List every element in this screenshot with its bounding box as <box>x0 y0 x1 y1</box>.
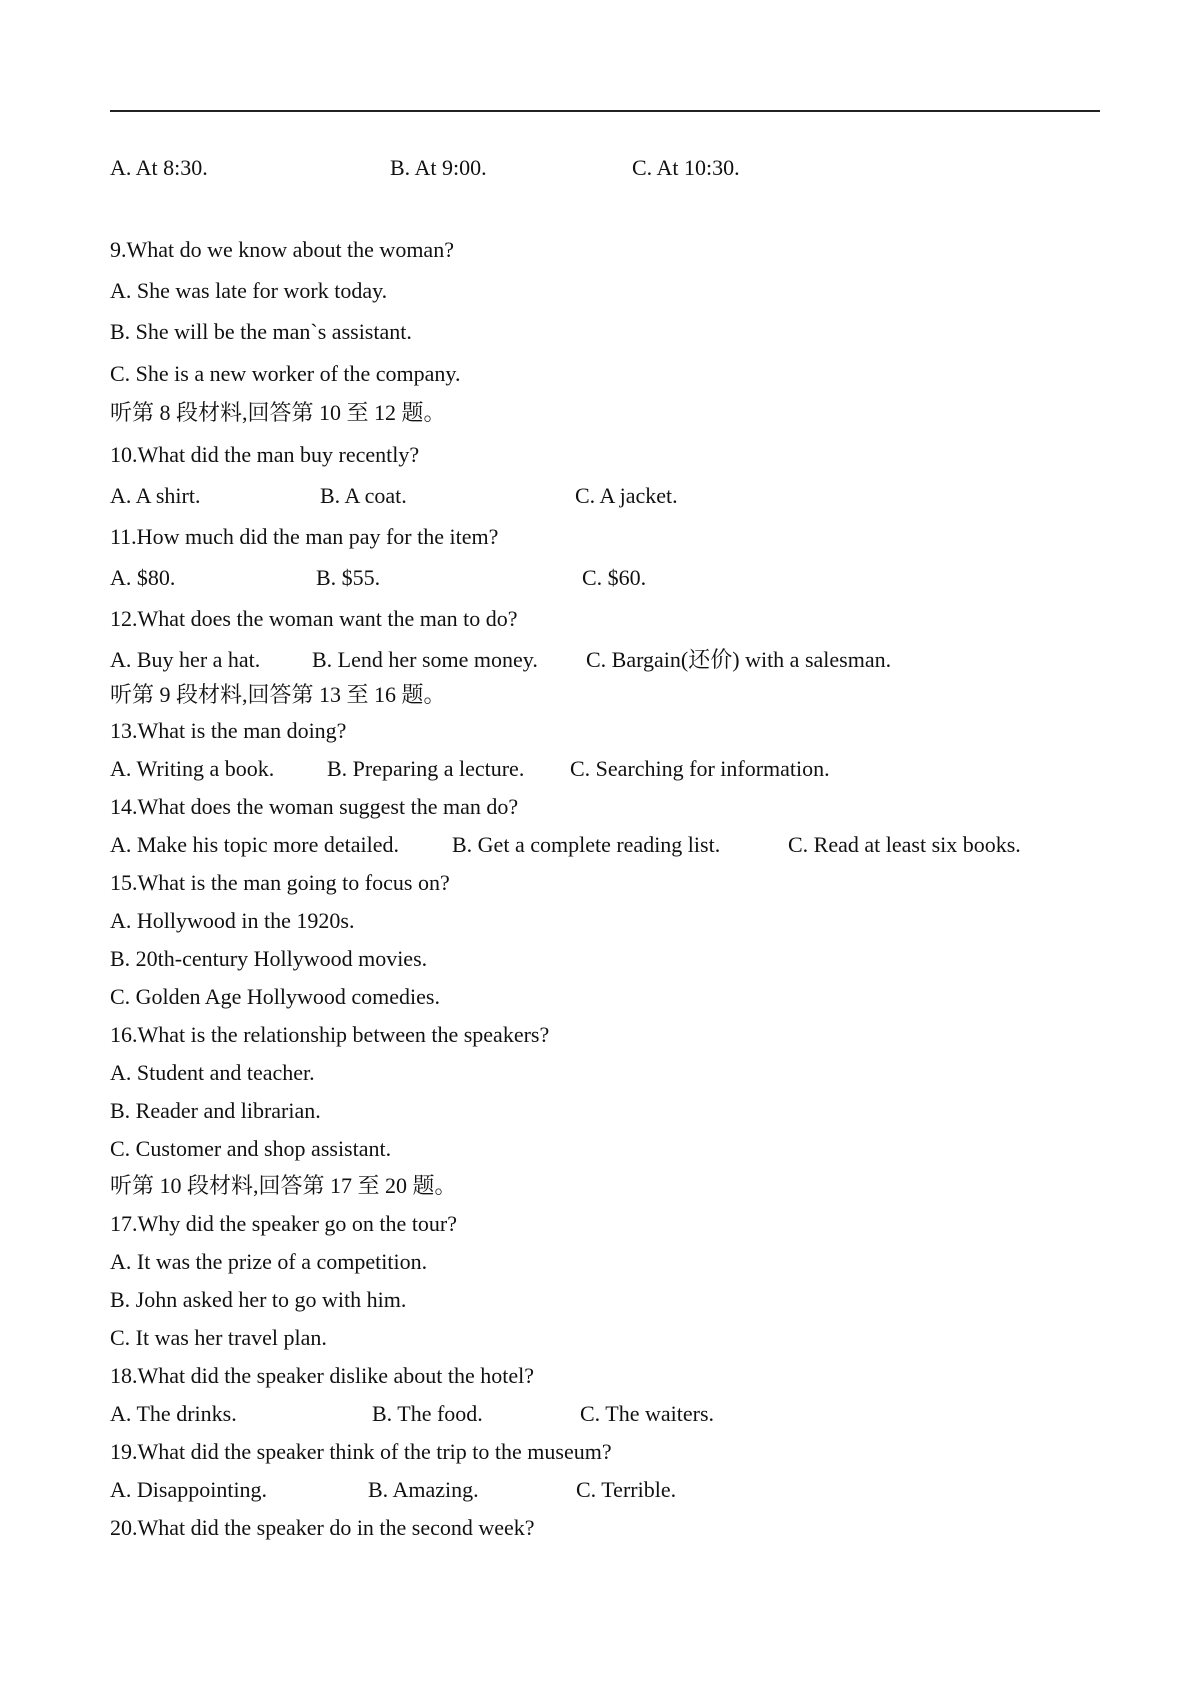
q9-option-c: C. She is a new worker of the company. <box>110 361 461 386</box>
q15-option-a: A. Hollywood in the 1920s. <box>110 908 355 933</box>
q19-question: 19.What did the speaker think of the trip to the museum? <box>110 1439 612 1464</box>
q18-question: 18.What did the speaker dislike about the hotel? <box>110 1363 534 1388</box>
q14-option-a: A. Make his topic more detailed. <box>110 832 399 857</box>
q12-option-a: A. Buy her a hat. <box>110 647 261 672</box>
q11-option-c: C. $60. <box>582 565 647 590</box>
q8-option-a: A. At 8:30. <box>110 155 208 180</box>
q19-option-a: A. Disappointing. <box>110 1477 268 1502</box>
q19-option-c: C. Terrible. <box>576 1477 677 1502</box>
q8-option-c: C. At 10:30. <box>632 155 740 180</box>
q13-option-a: A. Writing a book. <box>110 756 275 781</box>
q9-option-b: B. She will be the man`s assistant. <box>110 319 412 344</box>
q16-question: 16.What is the relationship between the speakers? <box>110 1022 550 1047</box>
q14-option-b: B. Get a complete reading list. <box>452 832 721 857</box>
q16-option-b: B. Reader and librarian. <box>110 1098 321 1123</box>
q12-option-c: C. Bargain(还价) with a salesman. <box>586 647 892 672</box>
q16-option-a: A. Student and teacher. <box>110 1060 315 1085</box>
q14-question: 14.What does the woman suggest the man do? <box>110 794 519 819</box>
section-heading-9: 听第 9 段材料,回答第 13 至 16 题。 <box>110 682 446 707</box>
q18-option-b: B. The food. <box>372 1401 483 1426</box>
q9-question: 9.What do we know about the woman? <box>110 237 454 262</box>
q20-question: 20.What did the speaker do in the second week? <box>110 1515 535 1540</box>
q9-option-a: A. She was late for work today. <box>110 278 388 303</box>
header-rule <box>110 110 1100 112</box>
q18-option-a: A. The drinks. <box>110 1401 237 1426</box>
q13-option-c: C. Searching for information. <box>570 756 830 781</box>
q16-option-c: C. Customer and shop assistant. <box>110 1136 392 1161</box>
q10-option-b: B. A coat. <box>320 483 407 508</box>
section-heading-10: 听第 10 段材料,回答第 17 至 20 题。 <box>110 1173 457 1198</box>
q8-option-b: B. At 9:00. <box>390 155 487 180</box>
q11-option-a: A. $80. <box>110 565 176 590</box>
q19-option-b: B. Amazing. <box>368 1477 479 1502</box>
q11-option-b: B. $55. <box>316 565 381 590</box>
q11-question: 11.How much did the man pay for the item? <box>110 524 499 549</box>
q10-option-a: A. A shirt. <box>110 483 201 508</box>
q15-question: 15.What is the man going to focus on? <box>110 870 450 895</box>
q13-question: 13.What is the man doing? <box>110 718 347 743</box>
q12-question: 12.What does the woman want the man to do? <box>110 606 518 631</box>
q12-option-b: B. Lend her some money. <box>312 647 538 672</box>
q17-option-c: C. It was her travel plan. <box>110 1325 327 1350</box>
q14-option-c: C. Read at least six books. <box>788 832 1021 857</box>
q10-question: 10.What did the man buy recently? <box>110 442 420 467</box>
q18-option-c: C. The waiters. <box>580 1401 715 1426</box>
q17-option-a: A. It was the prize of a competition. <box>110 1249 428 1274</box>
q17-question: 17.Why did the speaker go on the tour? <box>110 1211 458 1236</box>
q17-option-b: B. John asked her to go with him. <box>110 1287 407 1312</box>
q13-option-b: B. Preparing a lecture. <box>327 756 525 781</box>
q10-option-c: C. A jacket. <box>575 483 678 508</box>
section-heading-8: 听第 8 段材料,回答第 10 至 12 题。 <box>110 400 446 425</box>
q15-option-c: C. Golden Age Hollywood comedies. <box>110 984 440 1009</box>
q15-option-b: B. 20th-century Hollywood movies. <box>110 946 428 971</box>
